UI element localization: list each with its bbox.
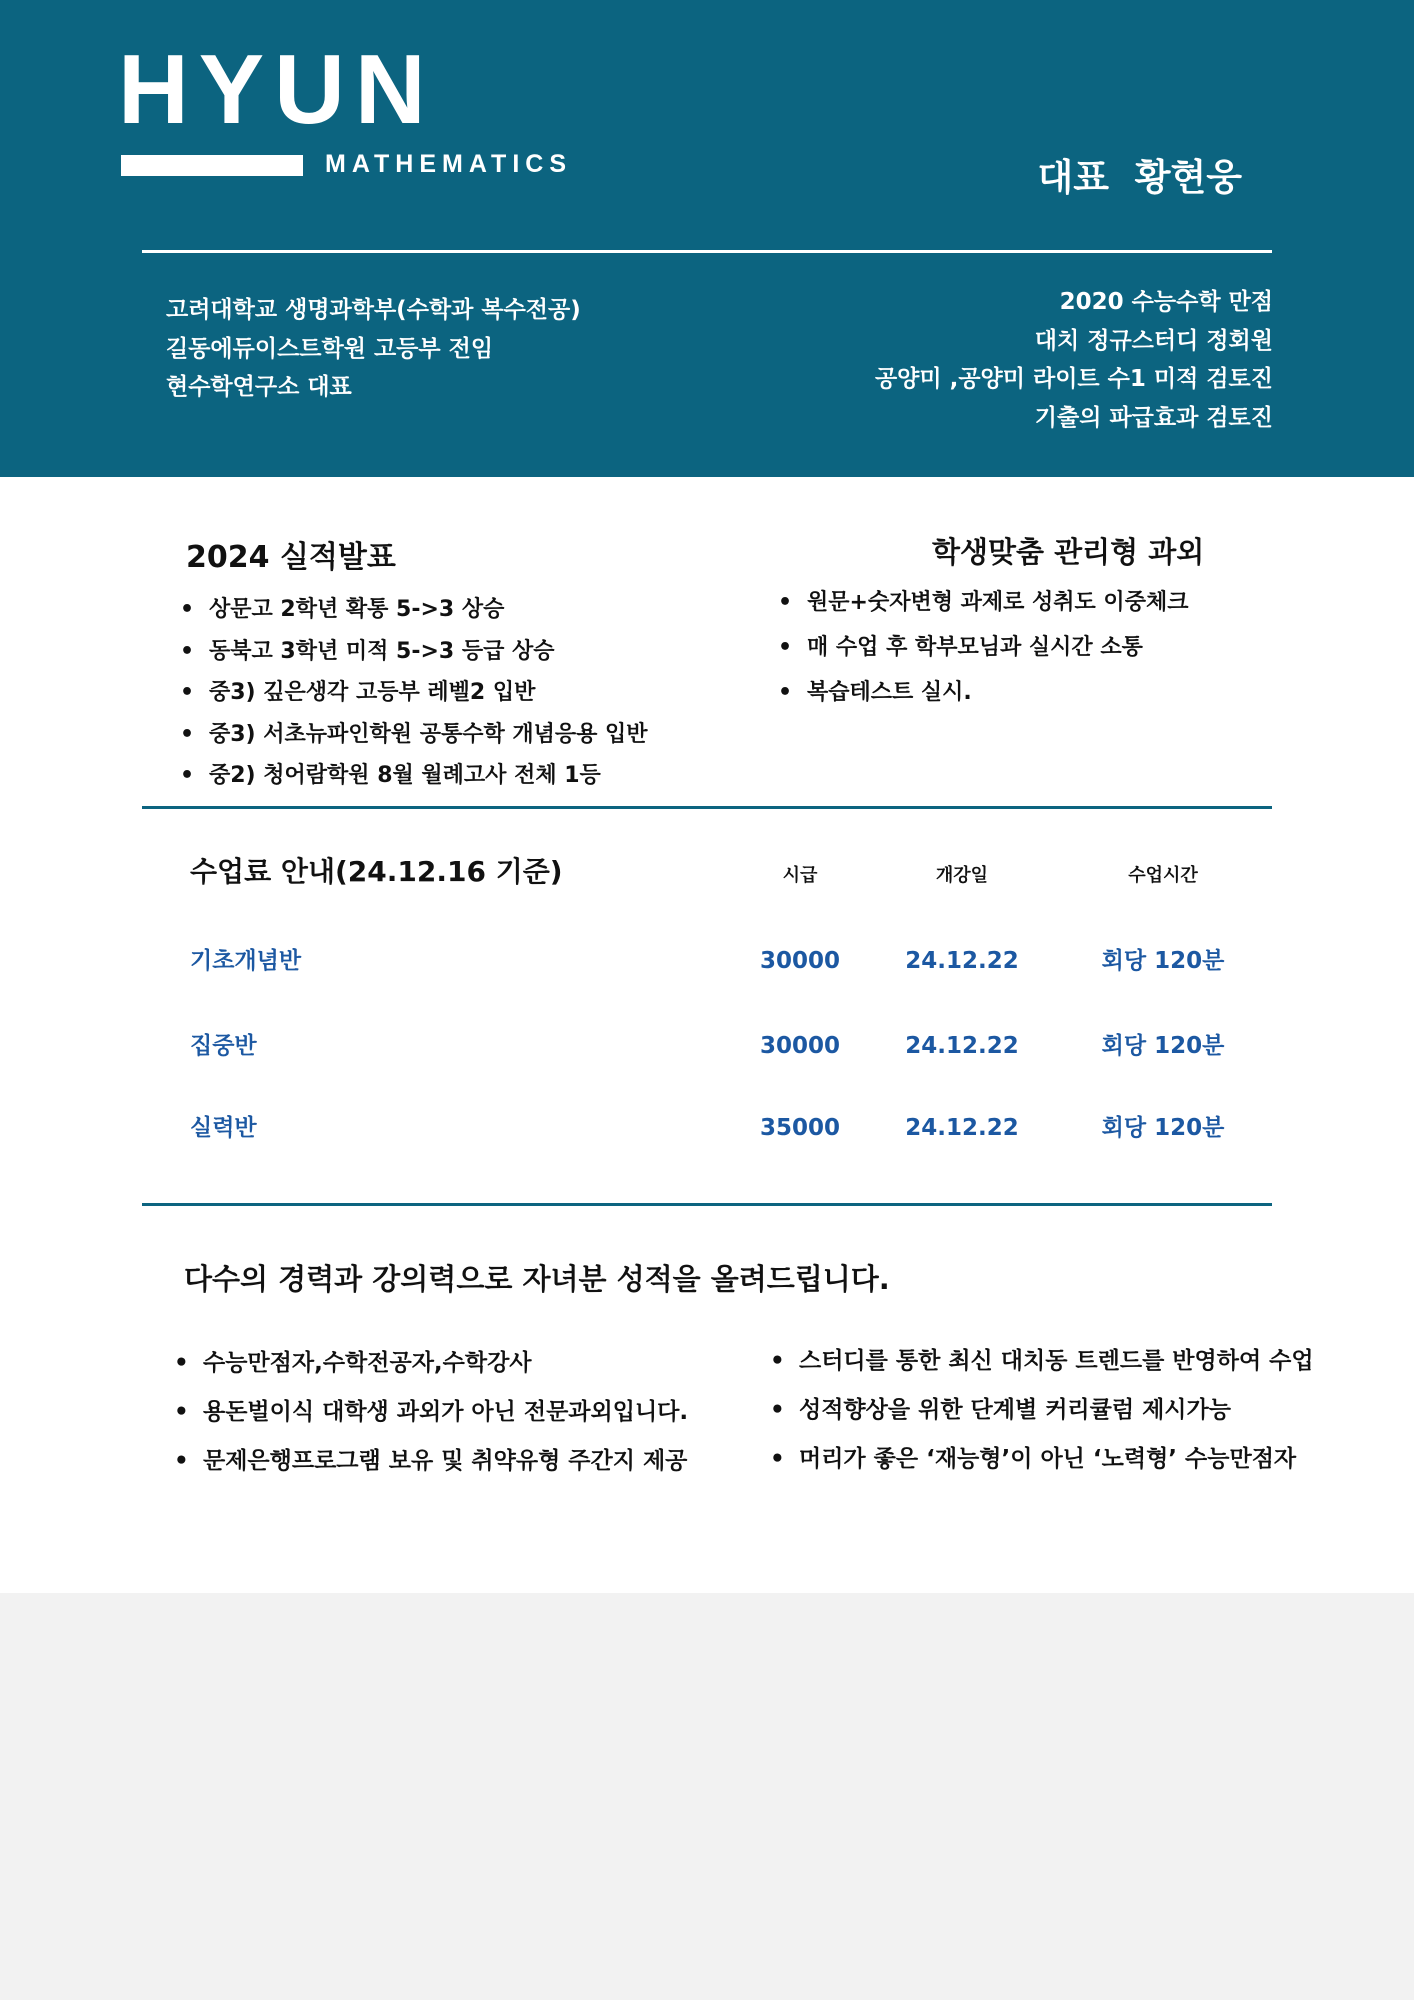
list-item: • 수능만점자,수학전공자,수학강사 (174, 1339, 688, 1388)
feature-list-left (174, 1339, 688, 1486)
rate-cell: 30000 (759, 1033, 841, 1059)
class-name: 집중반 (190, 1033, 257, 1059)
list-item: • 복습테스트 실시. (778, 670, 1188, 715)
list-item: • 스터디를 통한 최신 대치동 트렌드를 반영하여 수업 (770, 1337, 1314, 1386)
start-date-cell: 24.12.22 (905, 948, 1019, 974)
list-item: • 중2) 청어람학원 8월 월례고사 전체 1등 (180, 755, 648, 797)
representative-name: 대표 황현웅 (1037, 156, 1242, 199)
list-item: • 상문고 2학년 확통 5->3 상승 (180, 589, 648, 631)
rate-cell: 30000 (759, 948, 841, 974)
credential-item: 2020 수능수학 만점 (1059, 289, 1273, 315)
credential-item: 대치 정규스터디 정회원 (1034, 327, 1273, 354)
credential-item: 고려대학교 생명과학부(수학과 복수전공) (166, 297, 581, 323)
performance-list (180, 589, 648, 797)
start-date-cell: 24.12.22 (905, 1033, 1019, 1059)
credential-item: 공양미 ,공양미 라이트 수1 미적 검토진 (874, 366, 1273, 392)
rate-header: 시급 (782, 865, 818, 886)
care-list (778, 580, 1188, 715)
table-row (0, 941, 1414, 981)
feature-list-right (770, 1337, 1314, 1484)
credential-item: 길동에듀이스트학원 고등부 전임 (166, 335, 494, 362)
duration-cell: 회당 120분 (1101, 1033, 1225, 1059)
logo-bar (121, 155, 303, 176)
header-banner (0, 0, 1414, 477)
duration-cell: 회당 120분 (1101, 948, 1225, 974)
rate-cell: 35000 (759, 1115, 841, 1141)
list-item: • 중3) 서초뉴파인학원 공통수학 개념응용 입반 (180, 714, 648, 756)
logo-subtitle: MATHEMATICS (325, 150, 572, 178)
credentials-left (166, 291, 581, 407)
class-name: 기초개념반 (190, 948, 302, 974)
header-divider (142, 250, 1272, 253)
list-item: • 동북고 3학년 미적 5->3 등급 상승 (180, 631, 648, 673)
list-item: • 중3) 깊은생각 고등부 레벨2 입반 (180, 672, 648, 714)
table-row (0, 1108, 1414, 1148)
logo-wordmark: HYUN (118, 34, 436, 144)
list-item: • 머리가 좋은 ‘재능형’이 아닌 ‘노력형’ 수능만점자 (770, 1435, 1314, 1484)
duration-cell: 회당 120분 (1101, 1115, 1225, 1141)
performance-title: 2024 실적발표 (186, 540, 396, 575)
credentials-right (875, 283, 1273, 437)
class-name: 실력반 (190, 1115, 257, 1141)
credential-item: 기출의 파급효과 검토진 (1034, 404, 1273, 431)
list-item: • 성적향상을 위한 단계별 커리큘럼 제시가능 (770, 1386, 1314, 1435)
fee-table-title: 수업료 안내(24.12.16 기준) (190, 855, 563, 888)
duration-header: 수업시간 (1128, 865, 1198, 886)
section-divider (142, 806, 1272, 809)
list-item: • 용돈벌이식 대학생 과외가 아닌 전문과외입니다. (174, 1388, 688, 1437)
start-date-header: 개강일 (935, 865, 989, 886)
table-row (0, 1026, 1414, 1066)
closing-headline: 다수의 경력과 강의력으로 자녀분 성적을 올려드립니다. (184, 1262, 890, 1296)
start-date-cell: 24.12.22 (905, 1115, 1019, 1141)
list-item: • 원문+숫자변형 과제로 성취도 이중체크 (778, 580, 1188, 625)
section-divider (142, 1203, 1272, 1206)
care-title: 학생맞춤 관리형 과외 (932, 535, 1205, 569)
credential-item: 현수학연구소 대표 (166, 374, 352, 400)
list-item: • 매 수업 후 학부모님과 실시간 소통 (778, 625, 1188, 670)
list-item: • 문제은행프로그램 보유 및 취약유형 주간지 제공 (174, 1437, 688, 1486)
